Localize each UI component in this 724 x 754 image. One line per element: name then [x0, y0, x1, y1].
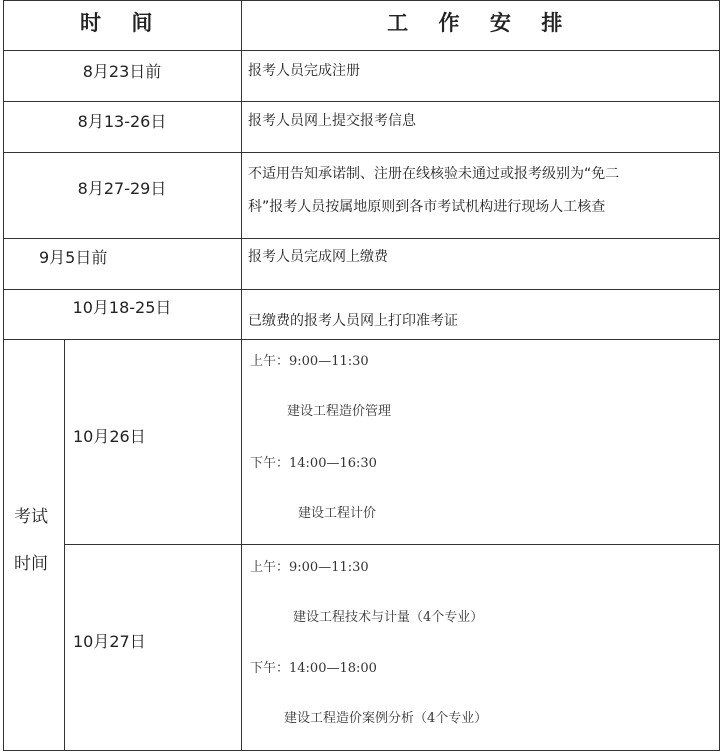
row-divider — [3, 339, 720, 340]
row-task: 报考人员完成网上缴费 — [248, 249, 388, 265]
schedule-table — [3, 0, 720, 752]
row-date: 8月13-26日 — [77, 111, 167, 131]
row-date: 8月23日前 — [82, 61, 162, 81]
exam-pm-subject: 建设工程造价案例分析（4个专业） — [284, 711, 488, 726]
table-border-right — [719, 0, 720, 751]
row-date: 9月5日前 — [39, 247, 108, 267]
row-divider — [64, 544, 720, 545]
exam-pm-subject: 建设工程计价 — [298, 506, 377, 521]
row-task — [242, 158, 719, 224]
row-date: 8月27-29日 — [77, 178, 167, 198]
row-task: 已缴费的报考人员网上打印准考证 — [248, 313, 458, 329]
exam-pm-time: 下午：14:00—18:00 — [250, 661, 377, 676]
row-task-line: 不适用告知承诺制、注册在线核验未通过或报考级别为“免二 — [248, 166, 620, 182]
exam-label: 考试 — [14, 507, 48, 527]
exam-am-time: 上午：9:00—11:30 — [250, 560, 369, 575]
exam-date: 10月27日 — [73, 631, 146, 651]
exam-date: 10月26日 — [73, 426, 146, 446]
row-date: 10月18-25日 — [72, 297, 172, 317]
column-divider — [64, 339, 65, 751]
header-work: 工 作 安 排 — [387, 11, 574, 35]
header-time: 时 间 — [80, 11, 164, 35]
exam-pm-time: 下午：14:00—16:30 — [250, 456, 377, 471]
row-task-line: 科”报考人员按属地原则到各市考试机构进行现场人工核查 — [248, 199, 606, 215]
row-task: 报考人员网上提交报考信息 — [248, 113, 416, 129]
exam-label: 时间 — [14, 554, 48, 574]
exam-am-subject: 建设工程造价管理 — [287, 404, 392, 419]
exam-am-time: 上午：9:00—11:30 — [250, 354, 369, 369]
exam-am-subject: 建设工程技术与计量（4个专业） — [293, 610, 484, 625]
table-border-bottom — [3, 750, 720, 751]
row-task: 报考人员完成注册 — [248, 63, 360, 79]
